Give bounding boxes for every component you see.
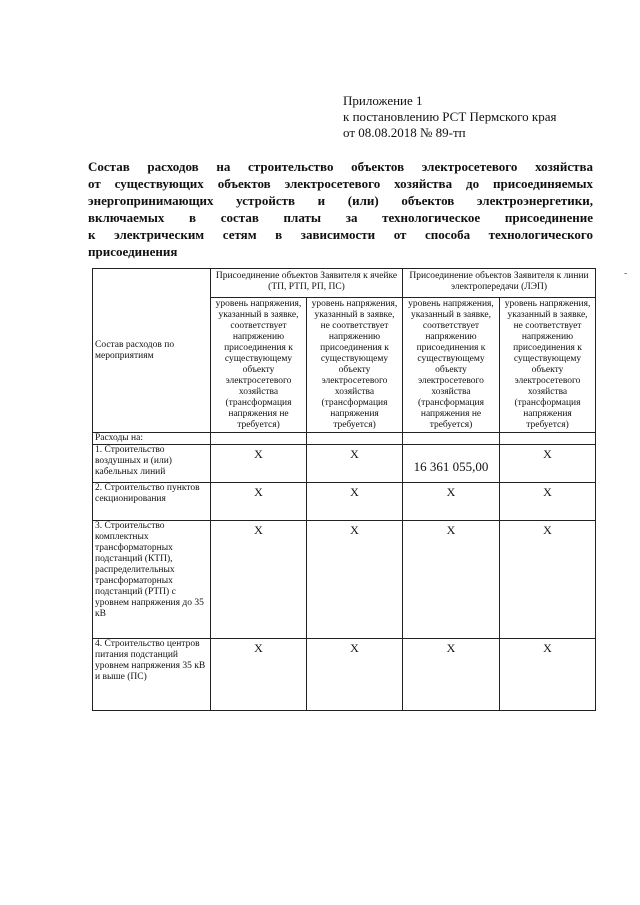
table-row <box>93 445 596 483</box>
table-cell: X <box>307 483 403 521</box>
subheader-1: уровень напряжения, указанный в заявке, соответствует напряжению присоединения к существующему объекту электросетевого хозяйства (трансформация напряжения не требуется) <box>211 298 307 433</box>
table-cell: X <box>500 445 596 483</box>
table-cell: X <box>307 445 403 483</box>
table-cell: X <box>403 639 500 711</box>
title-line-3: энергопринимающих устройств и (или) объектов электроэнергетики, <box>88 193 593 208</box>
title-line-2: от существующих объектов электросетевого хозяйства до присоединяемых <box>88 176 593 191</box>
cost-value-cell: 16 361 055,00 <box>403 445 500 483</box>
table-row <box>93 639 596 711</box>
empty-cell <box>307 433 403 445</box>
table-cell: X <box>500 521 596 639</box>
table-cell: X <box>500 639 596 711</box>
row-label: 1. Строительство воздушных и (или) кабельных линий <box>93 445 211 483</box>
row-label: 3. Строительство комплектных трансформаторных подстанций (КТП), распределительных трансформаторных подстанций (РТП) с уровнем напряжения до 35 кВ <box>93 521 211 639</box>
row-label: 4. Строительство центров питания подстанций уровнем напряжения 35 кВ и выше (ПС) <box>93 639 211 711</box>
table-cell: X <box>211 521 307 639</box>
table-cell: X <box>403 521 500 639</box>
expenses-label: Расходы на: <box>93 433 211 445</box>
group-header-cell-connection: Присоединение объектов Заявителя к ячейке (ТП, РТП, РП, ПС) <box>211 269 403 298</box>
empty-cell <box>211 433 307 445</box>
table-cell: X <box>500 483 596 521</box>
appendix-date-number: от 08.08.2018 № 89-тп <box>343 125 466 140</box>
subheader-3: уровень напряжения, указанный в заявке, соответствует напряжению присоединения к существующему объекту электросетевого хозяйства (трансформация напряжения не требуется) <box>403 298 500 433</box>
table-cell: X <box>307 521 403 639</box>
title-line-1: Состав расходов на строительство объектов электросетевого хозяйства <box>88 159 593 174</box>
group-header-line-connection: Присоединение объектов Заявителя к линии электропередачи (ЛЭП) <box>403 269 596 298</box>
appendix-header <box>343 93 613 141</box>
table-row <box>93 483 596 521</box>
empty-cell <box>500 433 596 445</box>
table-cell: X <box>211 483 307 521</box>
table-cell: X <box>211 639 307 711</box>
subheader-2: уровень напряжения, указанный в заявке, не соответствует напряжению присоединения к существующему объекту электросетевого хозяйства (трансформация напряжения требуется) <box>307 298 403 433</box>
table-row <box>93 521 596 639</box>
title-line-5: к электрическим сетям в зависимости от способа технологического <box>88 227 593 242</box>
empty-cell <box>403 433 500 445</box>
appendix-resolution: к постановлению РСТ Пермского края <box>343 109 557 124</box>
expenses-table <box>92 268 596 711</box>
row-label: 2. Строительство пунктов секционирования <box>93 483 211 521</box>
subheader-4: уровень напряжения, указанный в заявке, не соответствует напряжению присоединения к существующему объекту электросетевого хозяйства (трансформация напряжения требуется) <box>500 298 596 433</box>
title-line-6: присоединения <box>88 244 178 259</box>
expenses-label-row <box>93 433 596 445</box>
table-cell: X <box>307 639 403 711</box>
row-header-cell: Состав расходов по мероприятиям <box>93 269 211 433</box>
table-cell: X <box>211 445 307 483</box>
scan-edge-mark: - <box>624 268 628 279</box>
title-line-4: включаемых в состав платы за технологическое присоединение <box>88 210 593 225</box>
document-title <box>88 158 593 260</box>
table-cell: X <box>403 483 500 521</box>
table-header-row-1 <box>93 269 596 298</box>
appendix-label: Приложение 1 <box>343 93 423 108</box>
